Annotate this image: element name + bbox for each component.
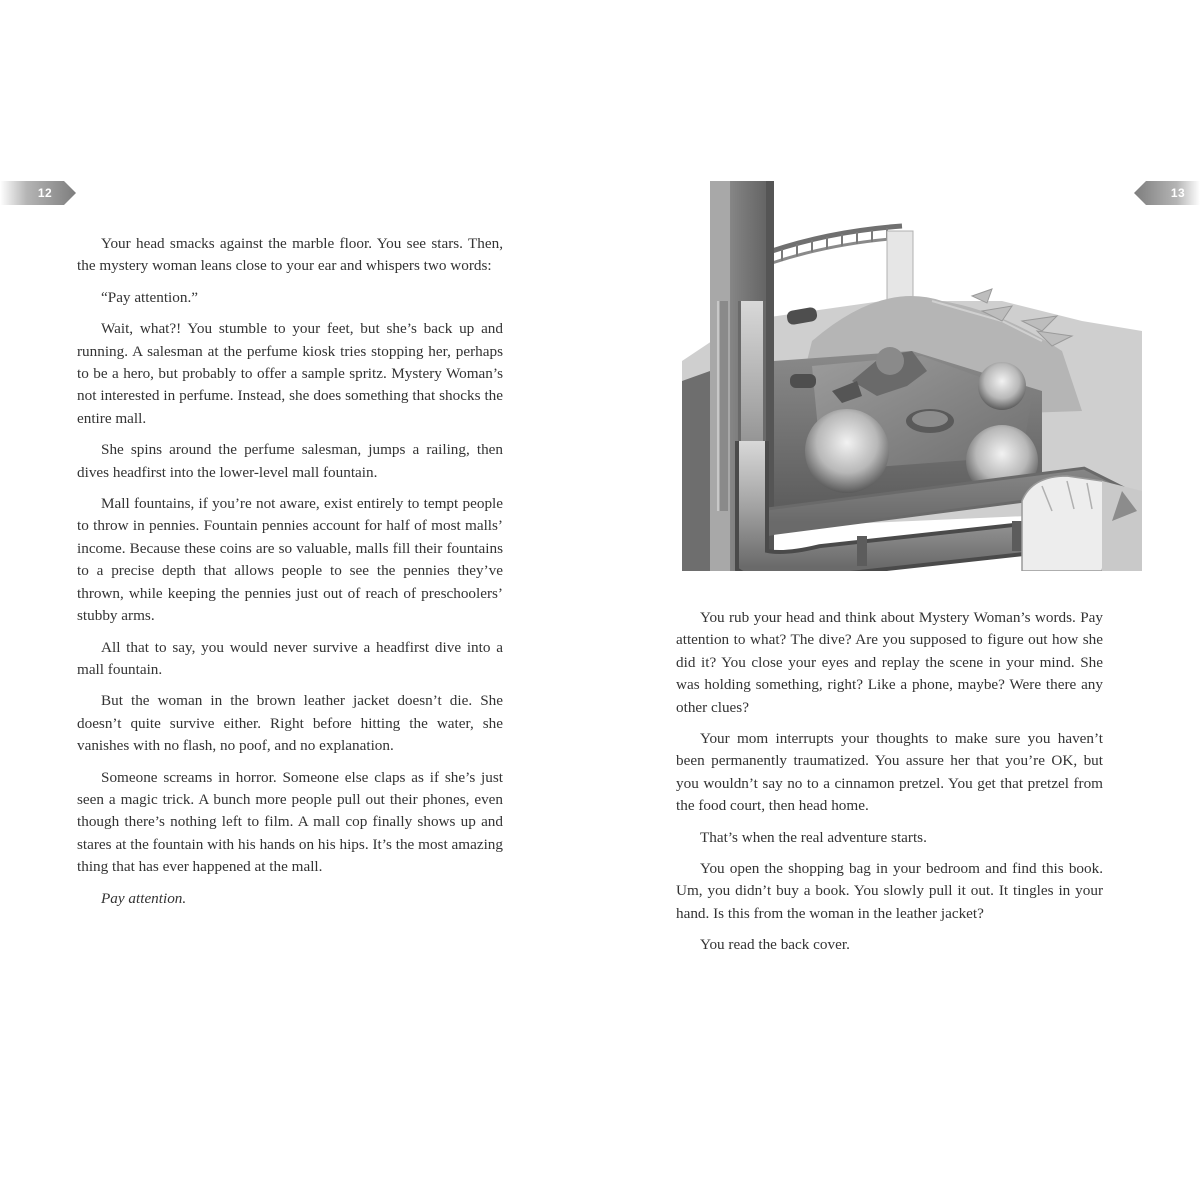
paragraph: Someone screams in horror. Someone else claps as if she’s just seen a magic trick. A bunch more people pull out their phones, even though there’s nothing left to film. A mall cop finally shows up and stares at the fountain with his hands on his hips. It’s the most amazing thing that has ever happened at the mall. [77,768,503,876]
right-page [600,0,1200,1200]
paragraph: Wait, what?! You stumble to your feet, but she’s back up and running. A salesman at the perfume kiosk tries stopping her, perhaps to be a hero, but probably to offer a sample spritz. Mystery Woman’s not interested in perfume. Instead, she does something that shocks the entire mall. [77,320,503,427]
paragraph: You rub your head and think about Mystery Woman’s words. Pay attention to what? The dive? Are you supposed to figure out how she did it? You close your eyes and replay the scene in your mind. She was holding something, right? Like a phone, maybe? Were there any other clues? [676,609,1103,716]
paragraph: Your mom interrupts your thoughts to make sure you haven’t been permanently traumatized. You assure her that you’re OK, but you wouldn’t say no to a cinnamon pretzel. You get that pretzel from the food court, then head home. [676,730,1103,815]
paragraph: Mall fountains, if you’re not aware, exist entirely to tempt people to throw in pennies. Fountain pennies account for half of most malls’ income. Because these coins are so valuable, malls fill their fountains to a precise depth that allows people to see the pennies they’ve thrown, while keeping the pennies just out of reach of preschoolers’ stubby arms. [77,495,503,625]
page-number: 13 [1170,186,1186,200]
paragraph: But the woman in the brown leather jacket doesn’t die. She doesn’t quite survive either. Right before hitting the water, she vanishes with no flash, no poof, and no explanation. [77,692,503,755]
right-page-text [676,607,1103,966]
paragraph: You read the back cover. [700,936,850,954]
paragraph: “Pay attention.” [101,288,198,306]
paragraph: All that to say, you would never survive a headfirst dive into a mall fountain. [77,638,503,678]
paragraph: She spins around the perfume salesman, jumps a railing, then dives headfirst into the lower-level mall fountain. [77,441,503,481]
page-tab-shape [1134,181,1200,205]
paragraph: You open the shopping bag in your bedroom and find this book. Um, you didn’t buy a book. You slowly pull it out. It tingles in your hand. Is this from the woman in the leather jacket? [676,860,1103,922]
paragraph-italic: Pay attention. [101,889,187,907]
paragraph: Your head smacks against the marble floor. You see stars. Then, the mystery woman leans close to your ear and whispers two words: [77,235,503,275]
paragraph: That’s when the real adventure starts. [700,828,927,846]
page-number-tab-left [0,181,76,205]
page-number-tab-right [1134,181,1200,205]
mall-fountain-illustration [682,181,1142,571]
left-page-text [77,233,503,919]
page-number: 12 [37,186,53,200]
